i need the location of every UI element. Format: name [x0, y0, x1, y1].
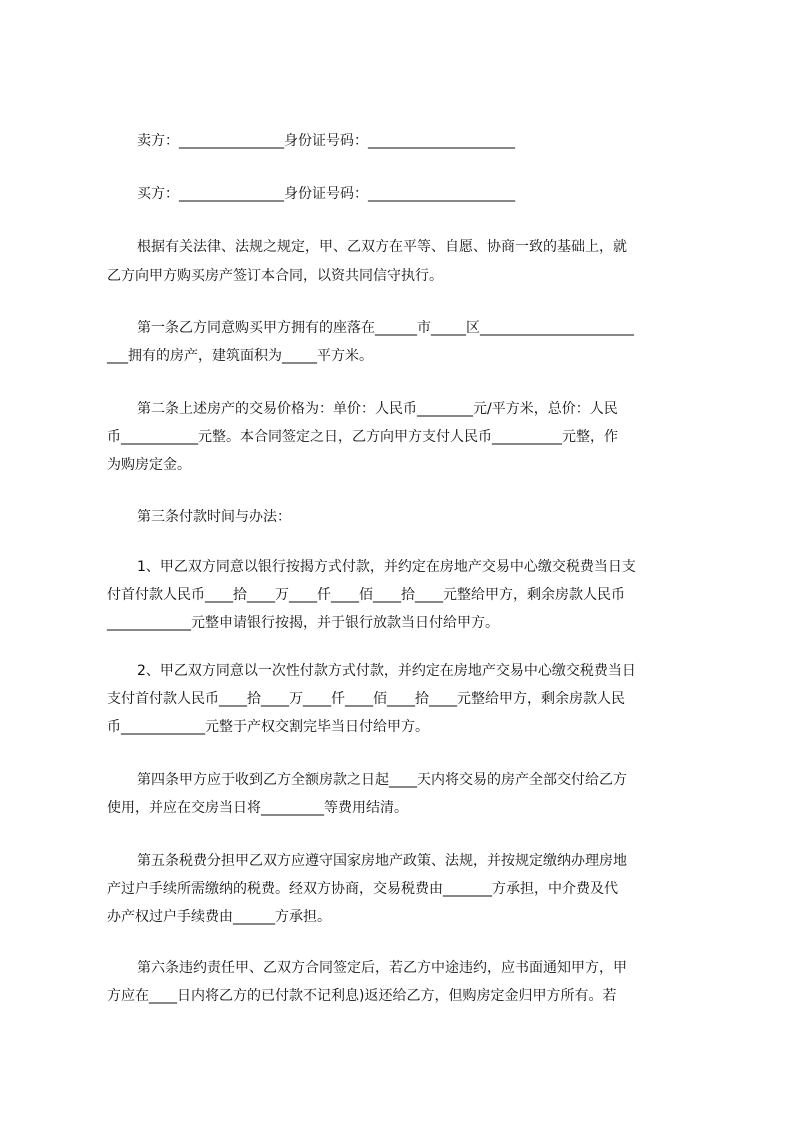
preamble-line-1: 根据有关法律、法规之规定，甲、乙双方在平等、自愿、协商一致的基础上，就 — [137, 239, 627, 255]
article2-line-3: 为购房定金。 — [107, 457, 191, 473]
article5-line-3: 办产权过户手续费由______方承担。 — [107, 909, 331, 925]
article2-line-1: 第二条上述房产的交易价格为：单价：人民币________元/平方米，总价：人民 — [137, 401, 618, 417]
article6-line-1: 第六条违约责任甲、乙双方合同签定后，若乙方中途违约，应书面通知甲方，甲 — [137, 960, 627, 976]
article5-line-2: 产过户手续所需缴纳的税费。经双方协商，交易税费由_______方承担，中介费及代 — [107, 881, 618, 897]
article2-line-2: 币___________元整。本合同签定之日，乙方向甲方支付人民币__________元整，作 — [107, 429, 618, 445]
article1-line-1: 第一条乙方同意购买甲方拥有的座落在______市_____区______________________ — [137, 320, 634, 336]
article3-item2-line-1: 2、甲乙双方同意以一次性付款方式付款，并约定在房地产交易中心缴交税费当日 — [137, 663, 636, 679]
preamble-line-2: 乙方向甲方购买房产签订本合同，以资共同信守执行。 — [107, 268, 443, 284]
article3-item1-line-2: 付首付款人民币____拾____万____仟____佰____拾____元整给甲方，剩余房款人民币 — [107, 587, 625, 603]
article3-item2-line-2: 支付首付款人民币____拾____万____仟____佰____拾____元整给甲方，剩余房款人民 — [107, 691, 625, 707]
article1-line-2: ___拥有的房产，建筑面积为_____平方米。 — [107, 348, 373, 364]
article3-item1-line-1: 1、甲乙双方同意以银行按揭方式付款，并约定在房地产交易中心缴交税费当日支 — [137, 559, 636, 575]
article3-title: 第三条付款时间与办法： — [137, 509, 291, 525]
seller-line: 卖方：_______________身份证号码：_____________________ — [137, 133, 515, 149]
article4-line-2: 使用，并应在交房当日将_________等费用结清。 — [107, 800, 408, 816]
buyer-line: 买方：_______________身份证号码：_____________________ — [137, 186, 515, 202]
article6-line-2: 方应在____日内将乙方的已付款不记利息)返还给乙方，但购房定金归甲方所有。若 — [107, 988, 617, 1004]
article3-item1-line-3: ____________元整申请银行按揭，并于银行放款当日付给甲方。 — [107, 615, 499, 631]
article3-item2-line-3: 币____________元整于产权交割完毕当日付给甲方。 — [107, 719, 429, 735]
article4-line-1: 第四条甲方应于收到乙方全额房款之日起____天内将交易的房产全部交付给乙方 — [137, 772, 627, 788]
article5-line-1: 第五条税费分担甲乙双方应遵守国家房地产政策、法规，并按规定缴纳办理房地 — [137, 853, 627, 869]
